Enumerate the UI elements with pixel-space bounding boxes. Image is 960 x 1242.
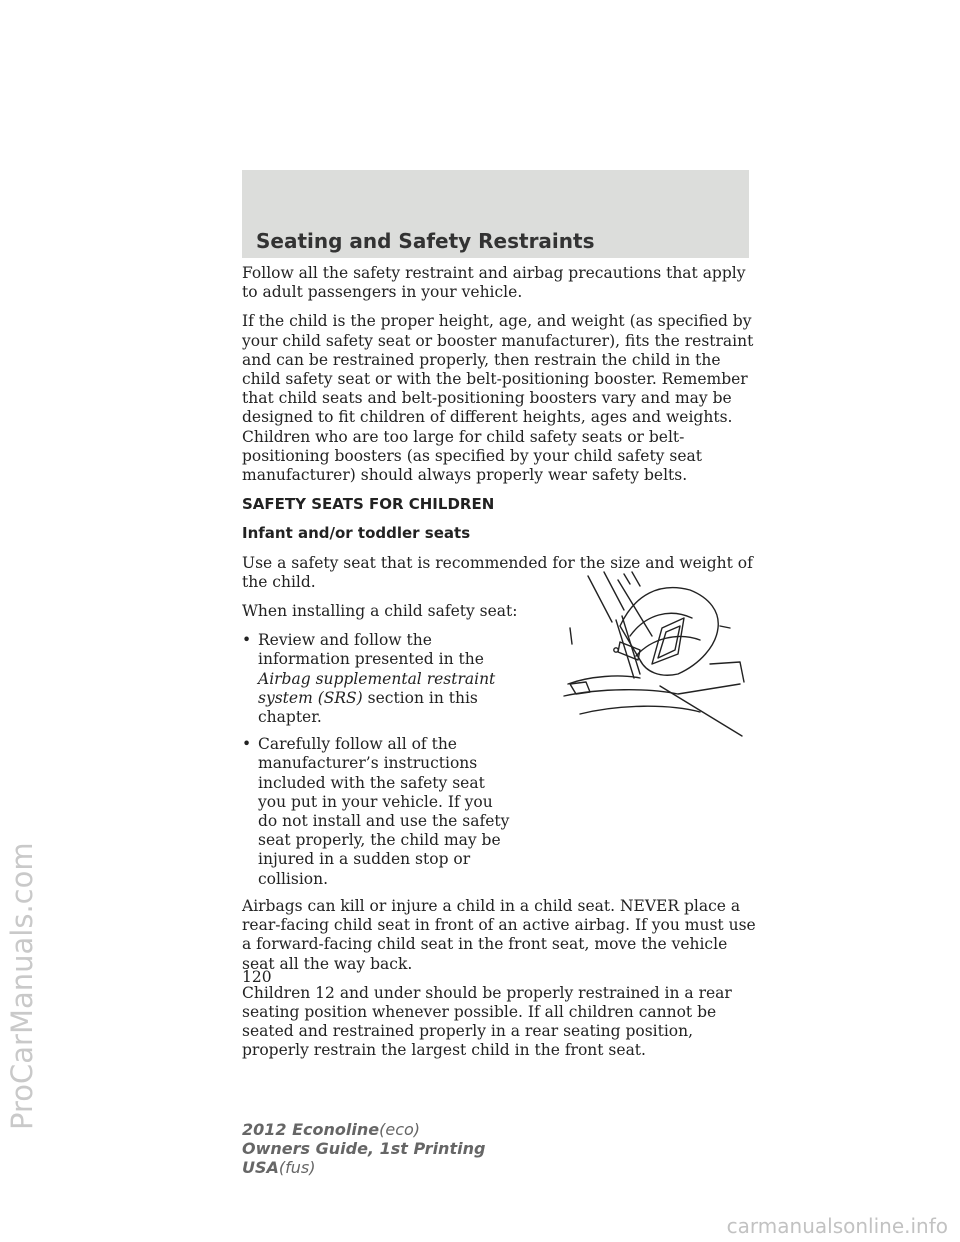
installation-list (242, 631, 510, 889)
paragraph-adult-precautions: Follow all the safety restraint and airbag precautions that apply to adult passengers in your vehicle. (242, 264, 746, 302)
anchor-point (614, 648, 618, 652)
paragraph-when-installing: When installing a child safety seat: (242, 602, 518, 621)
seat-cushion-line (710, 662, 744, 682)
watermark-left-text: ProCarManuals.com (5, 842, 39, 1130)
paragraph-airbag-warning: Airbags can kill or injure a child in a child seat. NEVER place a rear-facing child seat in front of an active airbag. If you must use a forward-facing child seat in the front seat, move the vehicle seat all the way back. (242, 896, 756, 973)
footer-model-code: (eco) (379, 1120, 421, 1139)
belt-latch (570, 682, 590, 694)
footer-line-2 (242, 1139, 485, 1158)
seat-detail-line (720, 626, 730, 628)
footer-region-code: (fus) (278, 1158, 316, 1177)
footer-region: USA (242, 1158, 279, 1177)
paragraph-recommended-seat: Use a safety seat that is recommended for the size and weight of the child. (242, 553, 753, 591)
seat-edge-line (588, 576, 612, 622)
belt-strap (622, 616, 640, 674)
seat-cushion-line (564, 684, 740, 696)
list-item (242, 735, 510, 889)
watermark-bottom: carmanualsonline.info (726, 1214, 948, 1238)
seat-edge-line (604, 572, 624, 610)
seat-edge-line (624, 572, 640, 586)
bullet-text: section in this chapter. (258, 688, 478, 727)
child-seat-illustration (560, 566, 750, 741)
bullet: • (242, 735, 252, 754)
paragraph-rear-seating: Children 12 and under should be properly restrained in a rear seating position whenever possible. If all children cannot be seated and restrained properly in a rear seating position, properly restrain the largest child in the front seat. (242, 983, 732, 1060)
seat-cushion-line (660, 686, 742, 736)
bullet-text: Carefully follow all of the manufacturer’s instructions included with the safety seat you put in your vehicle. If you do not install and use the safety seat properly, the child may be injured in a sudden stop or collision. (258, 735, 510, 888)
belt-buckle (618, 642, 640, 660)
bullet-italic-reference: Airbag supplemental restraint system (SRS) (258, 669, 496, 707)
page-number: 120 (242, 968, 272, 986)
footer-line-3 (242, 1158, 485, 1177)
seat-cushion-line (570, 628, 572, 644)
seat-cushion-line (580, 706, 700, 714)
heading-infant-toddler: Infant and/or toddler seats (242, 524, 471, 543)
list-item (242, 631, 510, 727)
bullet-text: Review and follow the information presented in the (258, 631, 484, 669)
section-title: Seating and Safety Restraints (256, 229, 595, 253)
paragraph-child-restraint: If the child is the proper height, age, and weight (as specified by your child safety seat or booster manufacturer), fits the restraint and can be restrained properly, then restrain the child in the child safety seat or with the belt-positioning booster. Remember that child seats and belt-positioning boosters vary and may be designed to fit children of different heights, ages and weights. Children who are too large for child safety seats or belt-positioning boosters (as specified by your child safety seat manufacturer) should always properly wear safety belts. (242, 312, 754, 485)
bullet: • (242, 631, 252, 650)
footer-model: 2012 Econoline (242, 1120, 380, 1139)
footer-printing: Owners Guide, 1st Printing (242, 1139, 486, 1158)
heading-safety-seats: SAFETY SEATS FOR CHILDREN (242, 495, 495, 514)
